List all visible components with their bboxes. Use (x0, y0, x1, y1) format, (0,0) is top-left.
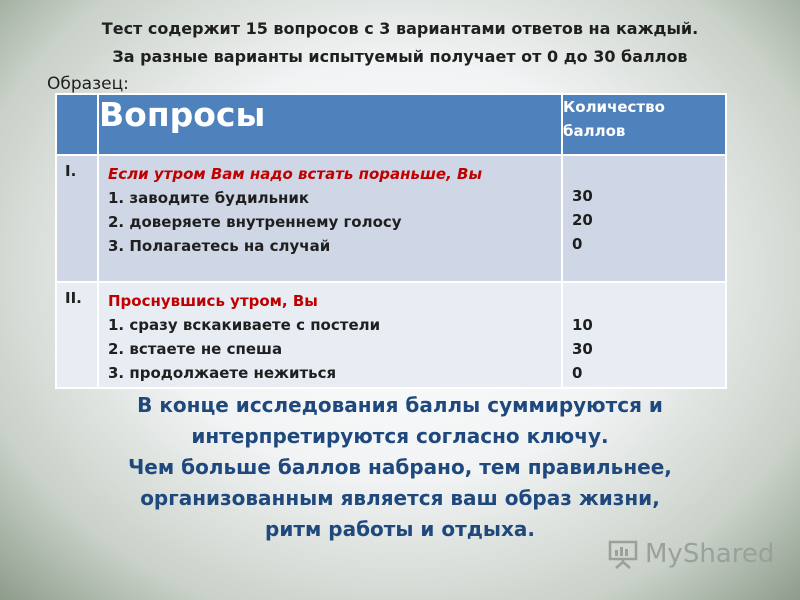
answer-option: 1. заводите будильник (108, 189, 310, 207)
points-value: 20 (572, 211, 593, 229)
header-number-cell (56, 94, 98, 155)
points-cell (562, 155, 726, 282)
footer-line: В конце исследования баллы суммируются и (137, 393, 663, 417)
answer-option: 3. продолжаете нежиться (108, 364, 337, 382)
row-number: II. (56, 282, 98, 388)
presentation-board-icon (607, 538, 639, 570)
points-value: 0 (572, 364, 583, 382)
sample-table (55, 93, 727, 389)
footer-text (0, 390, 800, 545)
table-row (56, 282, 726, 388)
question-cell (98, 155, 562, 282)
answer-option: 2. доверяете внутреннему голосу (108, 213, 402, 231)
header-line-1: Тест содержит 15 вопросов с 3 вариантами ответов на каждый. (101, 19, 699, 38)
answer-option: 2. встаете не спеша (108, 340, 283, 358)
watermark (607, 538, 774, 570)
points-value: 10 (572, 316, 593, 334)
question-title: Проснувшись утром, Вы (108, 292, 318, 310)
header-line-2: За разные варианты испытуемый получает от 0 до 30 баллов (112, 47, 688, 66)
question-cell (98, 282, 562, 388)
sample-label: Образец: (47, 74, 129, 94)
footer-line: Чем больше баллов набрано, тем правильнее, (128, 455, 672, 479)
row-number: I. (56, 155, 98, 282)
points-value: 0 (572, 235, 583, 253)
points-cell (562, 282, 726, 388)
points-value: 30 (572, 340, 593, 358)
header-questions: Вопросы (98, 94, 562, 155)
points-value: 30 (572, 187, 593, 205)
footer-line: организованным является ваш образ жизни, (140, 486, 660, 510)
table-header-row (56, 94, 726, 155)
footer-line: интерпретируются согласно ключу. (191, 424, 609, 448)
question-title: Если утром Вам надо встать пораньше, Вы (108, 165, 483, 183)
header-points: Количество баллов (562, 94, 726, 155)
table-row (56, 155, 726, 282)
answer-option: 1. сразу вскакиваете с постели (108, 316, 381, 334)
footer-line: ритм работы и отдыха. (265, 517, 535, 541)
watermark-text: MyShared (645, 539, 775, 569)
answer-option: 3. Полагаетесь на случай (108, 237, 331, 255)
